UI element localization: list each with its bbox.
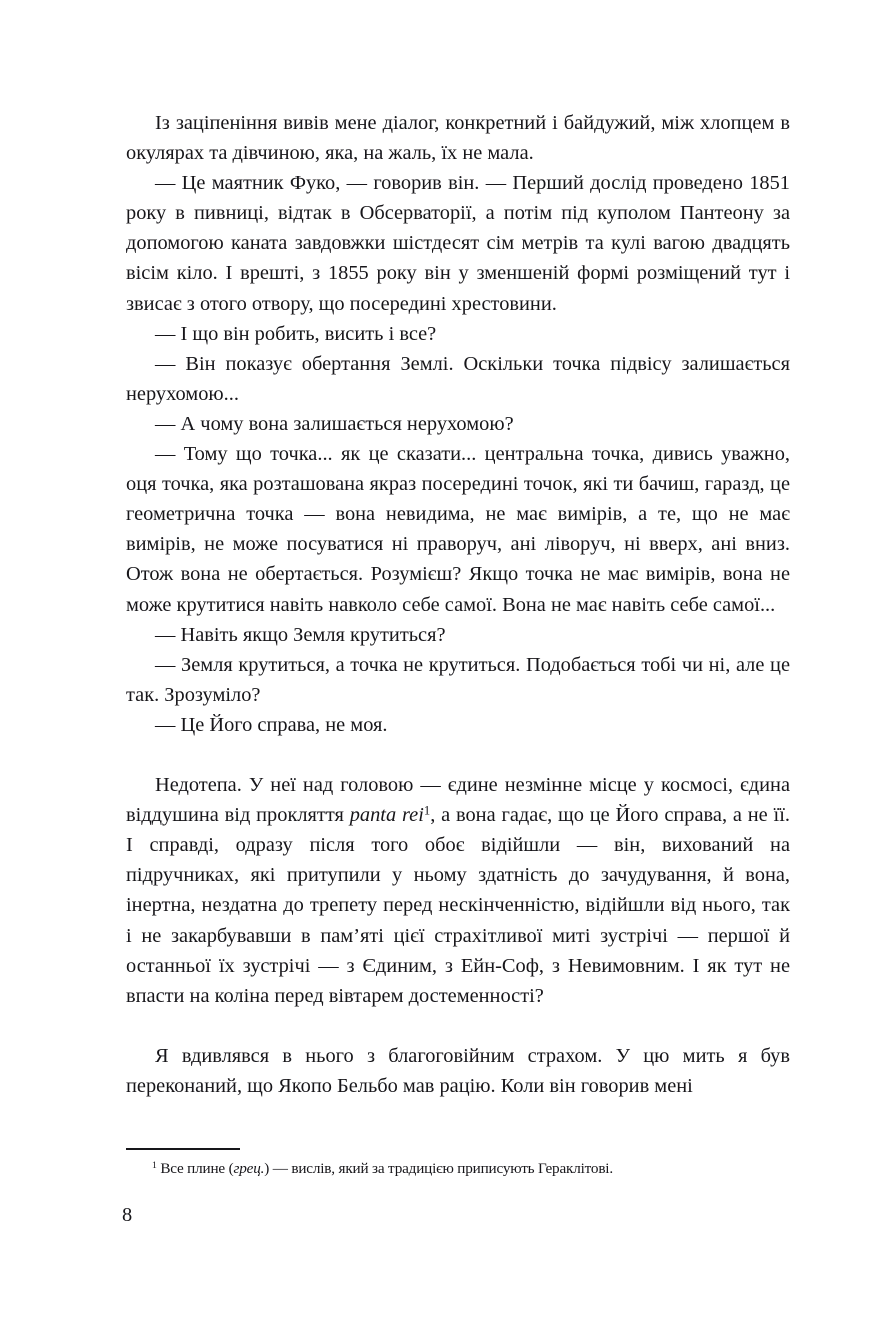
- footnote-reference-marker[interactable]: 1: [423, 803, 431, 818]
- footnote-lead-text: Все плине (: [160, 1160, 234, 1177]
- paragraph-dialogue-question-hanging: — І що він робить, висить і все?: [155, 322, 437, 345]
- paragraph-nedotepa: [126, 770, 790, 1011]
- paragraph-intro: Із заціпеніння вивів мене діалог, конкретний і байдужий, між хлопцем в окулярах та дівчиною, яка, на жаль, їх не мала.: [126, 112, 790, 165]
- footnote-area: [126, 1148, 790, 1179]
- footnote-text: [126, 1159, 790, 1179]
- paragraph-dialogue-central-point: — Тому що точка... як це сказати... центральна точка, дивись уважно, оця точка, яка розташована якраз посередині точок, які ти бачиш, гаразд, це геометрична точка — вона невидима, не має вимірів, а те, що не має вимірів, не може посуватися ні праворуч, ані ліворуч, ні вверх, ані вниз. Отож вона не обертається. Розумієш? Якщо точка не має вимірів, вона не може крутитися навіть навколо себе самої. Вона не має навіть себе самої...: [126, 443, 790, 616]
- latin-phrase-panta-rei: panta rei: [349, 804, 424, 827]
- paragraph-dialogue-pendulum: — Це маятник Фуко, — говорив він. — Перший дослід проведено 1851 року в пивниці, відтак в Обсерваторії, а потім під куполом Пантеону за допомогою каната завдовжки шістдесят сім метрів та кулі вагою двадцять вісім кіло. І врешті, з 1855 року він у зменшеній формі розміщений тут і звисає з отого отвору, що посередині хрестовини.: [126, 172, 790, 315]
- footnote-language-abbreviation: грец.: [233, 1160, 265, 1177]
- page-number: 8: [122, 1204, 133, 1226]
- paragraph-nedotepa-part-1: Недотепа. У неї над головою — єдине незмінне місце у космосі, єдина віддушина від прокляття: [126, 774, 790, 827]
- footnote-number: 1: [152, 1160, 157, 1172]
- footnote-separator-rule: [126, 1148, 240, 1150]
- paragraph-final: Я вдивлявся в нього з благоговійним страхом. У цю мить я був переконаний, що Якопо Бельбо мав рацію. Коли він говорив мені: [126, 1044, 790, 1097]
- paragraph-dialogue-his-business: — Це Його справа, не моя.: [155, 713, 388, 736]
- paragraph-dialogue-earth-turns: — Земля крутиться, а точка не крутиться. Подобається тобі чи ні, але це так. Зрозуміло?: [126, 653, 790, 706]
- footnote-tail-text: ) — вислів, який за традицією приписують Гераклітові.: [264, 1160, 613, 1177]
- paragraph-nedotepa-part-2: , а вона гадає, що це Його справа, а не її. І справді, одразу після того обоє відійшли — він, вихований на підручниках, які притупили у ньому здатність до зачудування, й вона, інертна, нездатна до трепету перед нескінченністю, відійшли від нього, так і не закарбувавши в пам’яті цієї страхітливої миті зустрічі — першої й останньої їх зустрічі — з Єдиним, з Ейн-Соф, з Невимовним. І як тут не впасти на коліна перед вівтарем достеменності?: [126, 804, 790, 1007]
- paragraph-dialogue-even-if-earth: — Навіть якщо Земля крутиться?: [155, 623, 446, 646]
- paragraph-dialogue-earth-rotation: — Він показує обертання Землі. Оскільки точка підвісу залишається нерухомою...: [126, 352, 790, 405]
- body-text-block: [126, 108, 790, 1101]
- paragraph-dialogue-why-motionless: — А чому вона залишається нерухомою?: [155, 412, 514, 435]
